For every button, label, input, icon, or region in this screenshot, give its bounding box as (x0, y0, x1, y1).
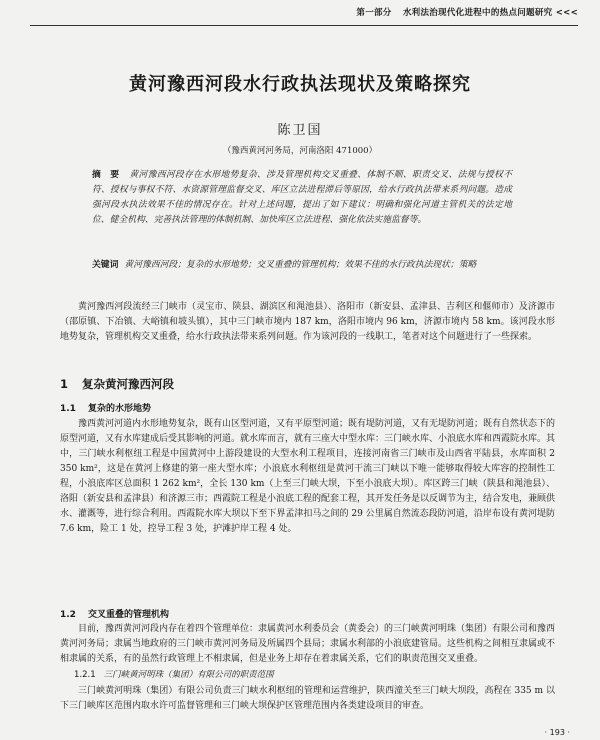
author-affiliation: （豫西黄河河务局，河南洛阳 471000） (222, 146, 378, 156)
header-rule (30, 25, 578, 26)
section-1-title: 复杂黄河豫西河段 (82, 377, 175, 391)
subsection-1-1-paragraph: 豫西黄河河道内水形地势复杂，既有山区型河道，又有平原型河道；既有堤防河道，又有无堤防河道；既有自然状态下的原型河道，又有水库建成后受其影响的河道。就水库而言，就有三座大中型水库：三门峡水库、小浪底水库和西霞院水库。其中，三门峡水利枢纽工程是中国黄河中上游段建设的大型水利工程项目，连接河南省三门峡市及山西省平陆县，水库面积 2 350 km²，这是在黄河上修建的第一座大型水库；小浪底水利枢纽是黄河干流三门峡以下唯一能够取得较大库容的控制性工程，小浪底库区总面积 1 262 km²，全长 130 km（上至三门峡大坝，下至小浪底大坝）。库区跨三门峡（陕县和渑池县）、洛阳（新安县和孟津县）和济源三市；西霞院工程是小浪底工程的配套工程，其开发任务是以反调节为主，结合发电，兼顾供水、灌溉等，进行综合利用。西霞院水库大坝以下至下界孟津扣马之间的 29 公里属自然流态段防河道，沿岸布设有黄河堤防 7.6 km，险工 1 处，控导工程 3 处，护滩护岸工程 4 处。 (60, 419, 556, 534)
keywords (92, 258, 512, 273)
subsection-1-2-paragraph: 目前，豫西黄河河段内存在着四个管理单位：隶属黄河水利委员会（黄委会）的三门峡黄河明珠（集团）有限公司和豫西黄河河务局；隶属当地政府的三门峡市黄河河务局及所属四个县局；隶属水利部的小浪底建管局。这些机构之间相互隶属或不相隶属的关系，有的虽然行政管理上不相隶属，但是业务上却存在着隶属关系，它们的职责范围交叉重叠。 (60, 624, 556, 664)
abstract-label: 摘 要 (92, 170, 120, 180)
intro-paragraph: 黄河豫西河段流经三门峡市（灵宝市、陕县、湖滨区和渑池县）、洛阳市（新安县、孟津县、吉利区和偃师市）及济源市（邵原镇、下冶镇、大峪镇和坡头镇），其中三门峡市境内 187 km，洛阳市境内 96 km，济源市境内 58 km。该河段水形地势复杂，管理机构交叉重叠，给水行政执法带来系列问题。作为该河段的一线职工，笔者对这个问题进行了一些探索。 (60, 302, 555, 342)
section-1-number: 1 (60, 377, 69, 391)
author-name: 陈卫国 (277, 123, 323, 138)
header-series-title: 水利法治现代化进程中的热点问题研究 <<< (402, 8, 578, 18)
section-1-heading (60, 376, 555, 392)
subsection-1-1-heading (60, 401, 555, 414)
keywords-text: 黄河豫西河段；复杂的水形地势；交叉重叠的管理机构；效果不佳的水行政执法现状；策略 (124, 260, 477, 270)
subsection-1-1-number: 1.1 (60, 404, 76, 414)
running-header (30, 6, 578, 26)
subsection-1-2-1-number: 1.2.1 (74, 670, 96, 680)
subsection-1-1-title: 复杂的水形地势 (87, 404, 151, 414)
keywords-label: 关键词 (92, 260, 119, 270)
subsection-1-2-1-title: 三门峡黄河明珠（集团）有限公司的职责范围 (103, 670, 274, 680)
subsection-1-2-1-heading (74, 668, 554, 680)
abstract (92, 168, 512, 228)
paper-title: 黄河豫西河段水行政执法现状及策略探究 (129, 74, 471, 95)
subsection-1-2-1-paragraph: 三门峡黄河明珠（集团）有限公司负责三门峡水利枢纽的管理和运营维护，陕西潼关至三门峡大坝段，高程在 335 m 以下三门峡库区范围内取水许可监督管理和三门峡大坝保护区管理范围内各类建设项目的审查。 (60, 686, 555, 711)
subsection-1-2-heading (60, 607, 555, 620)
subsection-1-2-number: 1.2 (60, 610, 76, 620)
subsection-1-2-title: 交叉重叠的管理机构 (87, 610, 169, 620)
header-part: 第一部分 (356, 8, 392, 18)
abstract-text: 黄河豫西河段存在水形地势复杂、涉及管理机构交叉重叠、体制不顺、职责交叉、法规与授权不符、授权与事权不符、水资源管理监督交叉、库区立法进程滞后等原因，给水行政执法带来系列问题。造成强河段水执法效果不佳的情况存在。针对上述问题，提出了如下建议：明确和强化河道主管机关的法定地位、健全机构、完善执法管理的体制机制、加快库区立法进程、强化依法实施监督等。 (92, 170, 512, 225)
page-number: · 193 · (544, 728, 570, 737)
